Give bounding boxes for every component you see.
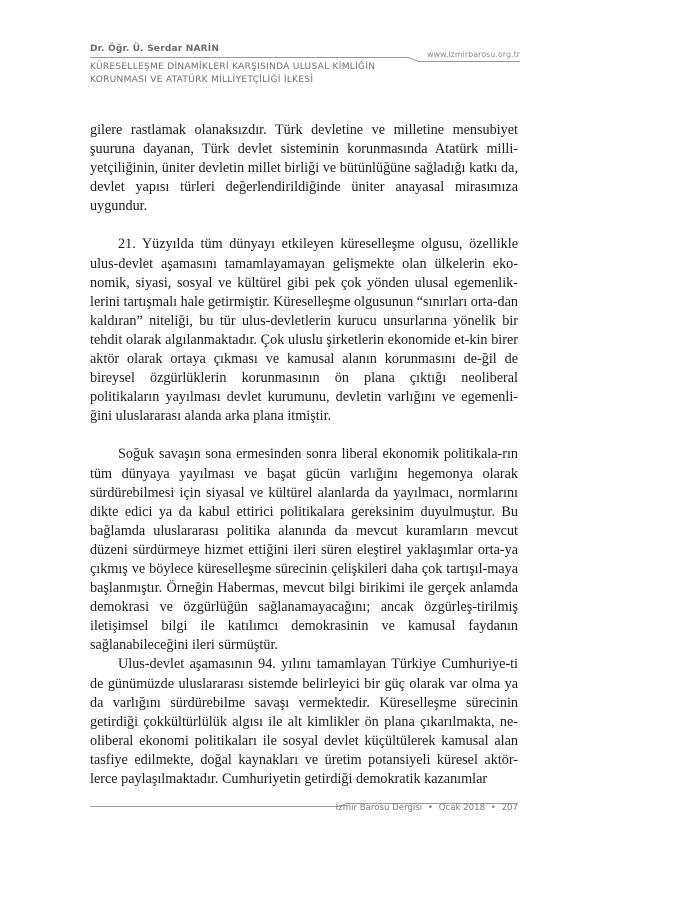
article-title-line-2: KORUNMASI VE ATATÜRK MİLLİYETÇİLİĞİ İLKESİ xyxy=(90,74,314,85)
website-url: www.izmirbarosu.org.tr xyxy=(426,50,520,59)
page-number: 207 xyxy=(501,803,518,813)
footer-separator: • xyxy=(490,803,496,813)
paragraph-2: 21. Yüzyılda tüm dünyayı etkileyen küreselleşme olgusu, özellikle ulus-devlet aşamasını tamamlayamayan gelişmekte olan ülkelerin eko-nomik, siyasi, sosyal ve kültürel gibi pek çok yönden ulusal egemenlik-lerini tartışmalı hale getirmiştir. Küreselleşme olgusunun “sınırları orta-dan kaldıran” niteliği, bu tür ulus-devletlerin kurucu unsurlarına yönelik bir tehdit olarak algılanmaktadır. Çok uluslu şirketlerin ekonomide et-kin birer aktör olarak ortaya çıkması ve kamusal alanın korunmasını de-ğil de bireysel özgürlüklerin korunmasının ön plana çıktığı neoliberal politikaların yayılması devlet kurumunu, devletin varlığını ve egemenli-ğini uluslararası alanda arka plana itmiştir. xyxy=(90,236,518,425)
paragraph-4: Ulus-devlet aşamasının 94. yılını tamamlayan Türkiye Cumhuriye-ti de günümüzde uluslararası sistemde belirleyici bir güç olarak var olma ya da varlığını sürdürebilme savaşı vermektedir. Küreselleşme sürecinin getirdiği çokkültürlülük algısı ile alt kimlikler ön plana çıkarılmakta, ne-oliberal ekonomi politikaları ile sosyal devlet küçültülerek kamusal alan tasfiye edilmekte, doğal kaynakları ve üretim potansiyeli küresel aktör-lerce paylaşılmaktadır. Cumhuriyetin getirdiği demokratik kazanımlar xyxy=(90,656,518,787)
body-text xyxy=(90,121,518,789)
issue-date: Ocak 2018 xyxy=(438,803,486,813)
footer-separator: • xyxy=(427,803,433,813)
running-header xyxy=(90,44,520,92)
article-title xyxy=(90,61,375,86)
header-rule xyxy=(90,57,408,58)
page-footer xyxy=(336,803,518,813)
paragraph-1: gilere rastlamak olanaksızdır. Türk devletine ve milletine mensubiyet şuuruna dayanan, Türk devlet sisteminin korunmasında Atatürk milli-yetçiliğinin, üniter devletin millet birliği ve bütünlüğüne sağladığı katkı da, devlet yapısı türleri değerlendirildiğinde üniter anayasal mirasımıza uygundur. xyxy=(90,122,518,215)
journal-name: İzmir Barosu Dergisi xyxy=(335,803,423,813)
header-rule-slant xyxy=(408,57,418,61)
author-name: Dr. Öğr. Ü. Serdar NARİN xyxy=(90,44,220,54)
header-rule-right xyxy=(417,61,520,62)
paragraph-3: Soğuk savaşın sona ermesinden sonra liberal ekonomik politikala-rın tüm dünyaya yayılması ve başat gücün varlığını hegemonya olarak sürdürebilmesi için siyasal ve kültürel alanlarda da yayılmacı, normlarını dikte edici ya da kabul ettirici politikalara gereksinim duyulmuştur. Bu bağlamda uluslararası politika alanında da mevcut kuramların mevcut düzeni sürdürmeye hizmet ettiğini ileri süren eleştirel yaklaşımlar orta-ya çıkmış ve böylece küreselleşme sürecinin çelişkileri daha çok tartışıl-maya başlanmıştır. Örneğin Habermas, mevcut bilgi birikimi ile gerçek anlamda demokrasi ve özgürlüğün sağlanamayacağını; ancak özgürleş-tirilmiş iletişimsel bilgi ile katılımcı demokrasinin ve kamusal faydanın sağlanabileceğini ileri sürmüştür. xyxy=(90,446,518,654)
article-title-line-1: KÜRESELLEŞME DİNAMİKLERİ KARŞISINDA ULUSAL KİMLİĞİN xyxy=(90,62,376,72)
footer-rule xyxy=(90,806,340,807)
